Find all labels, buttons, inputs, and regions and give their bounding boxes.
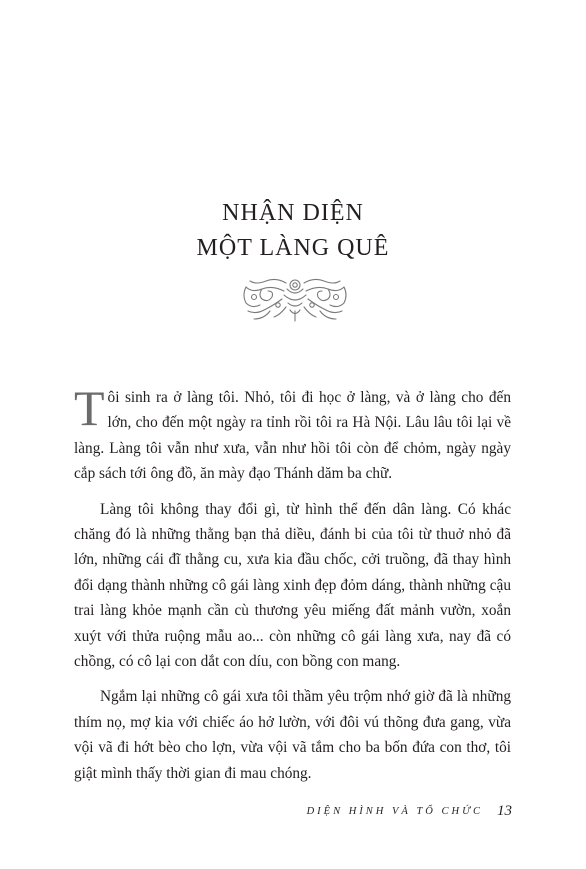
paragraph-1 bbox=[74, 380, 511, 487]
page-footer bbox=[0, 802, 512, 820]
page-number: 13 bbox=[497, 802, 512, 819]
running-head: DIỆN HÌNH VÀ TỔ CHỨC bbox=[306, 805, 483, 817]
chapter-title-line-1: NHẬN DIỆN bbox=[222, 200, 364, 226]
chapter-body bbox=[74, 380, 511, 796]
paragraph-1-text: ôi sinh ra ở làng tôi. Nhỏ, tôi đi học ở làng, và ở làng cho đến lớn, cho đến một ngày ra tỉnh rồi tôi ra Hà Nội. Lâu lâu tôi lại về làng. Làng tôi vẫn như xưa, vẫn như hồi tôi còn để chỏm, ngày ngày cắp sách tới ông đồ, ăn mày đạo Thánh dăm ba chữ. bbox=[74, 389, 511, 483]
paragraph-3: Ngắm lại những cô gái xưa tôi thầm yêu trộm nhớ giờ đã là những thím nọ, mợ kia với chiếc áo hở lườn, với đôi vú thõng đưa gang, vừa vội vã đi hớt bèo cho lợn, vừa vội vã tắm cho ba bốn đứa con thơ, tôi giật mình thấy thời gian đi mau chóng. bbox=[74, 688, 511, 782]
drop-cap: T bbox=[74, 380, 105, 436]
paragraph-2: Làng tôi không thay đổi gì, từ hình thể đến dân làng. Có khác chăng đó là những thằng bạn thả diều, đánh bi của tôi từ thuở nhỏ đã lớn, những cái đĩ thằng cu, xưa kia đầu chốc, cởi truồng, đã thay hình đổi dạng thành những cô gái làng xinh đẹp đỏm dáng, thành những cậu trai làng khỏe mạnh cần cù thương yêu miếng đất mảnh vườn, xoắn xuýt với thửa ruộng mẫu ao... còn những cô gái làng xưa, nay đã có chồng, có cô lại con dắt con díu, con bồng con mang. bbox=[74, 500, 511, 671]
ornament-icon bbox=[240, 275, 350, 325]
chapter-title-line-2: MỘT LÀNG QUÊ bbox=[196, 235, 390, 261]
